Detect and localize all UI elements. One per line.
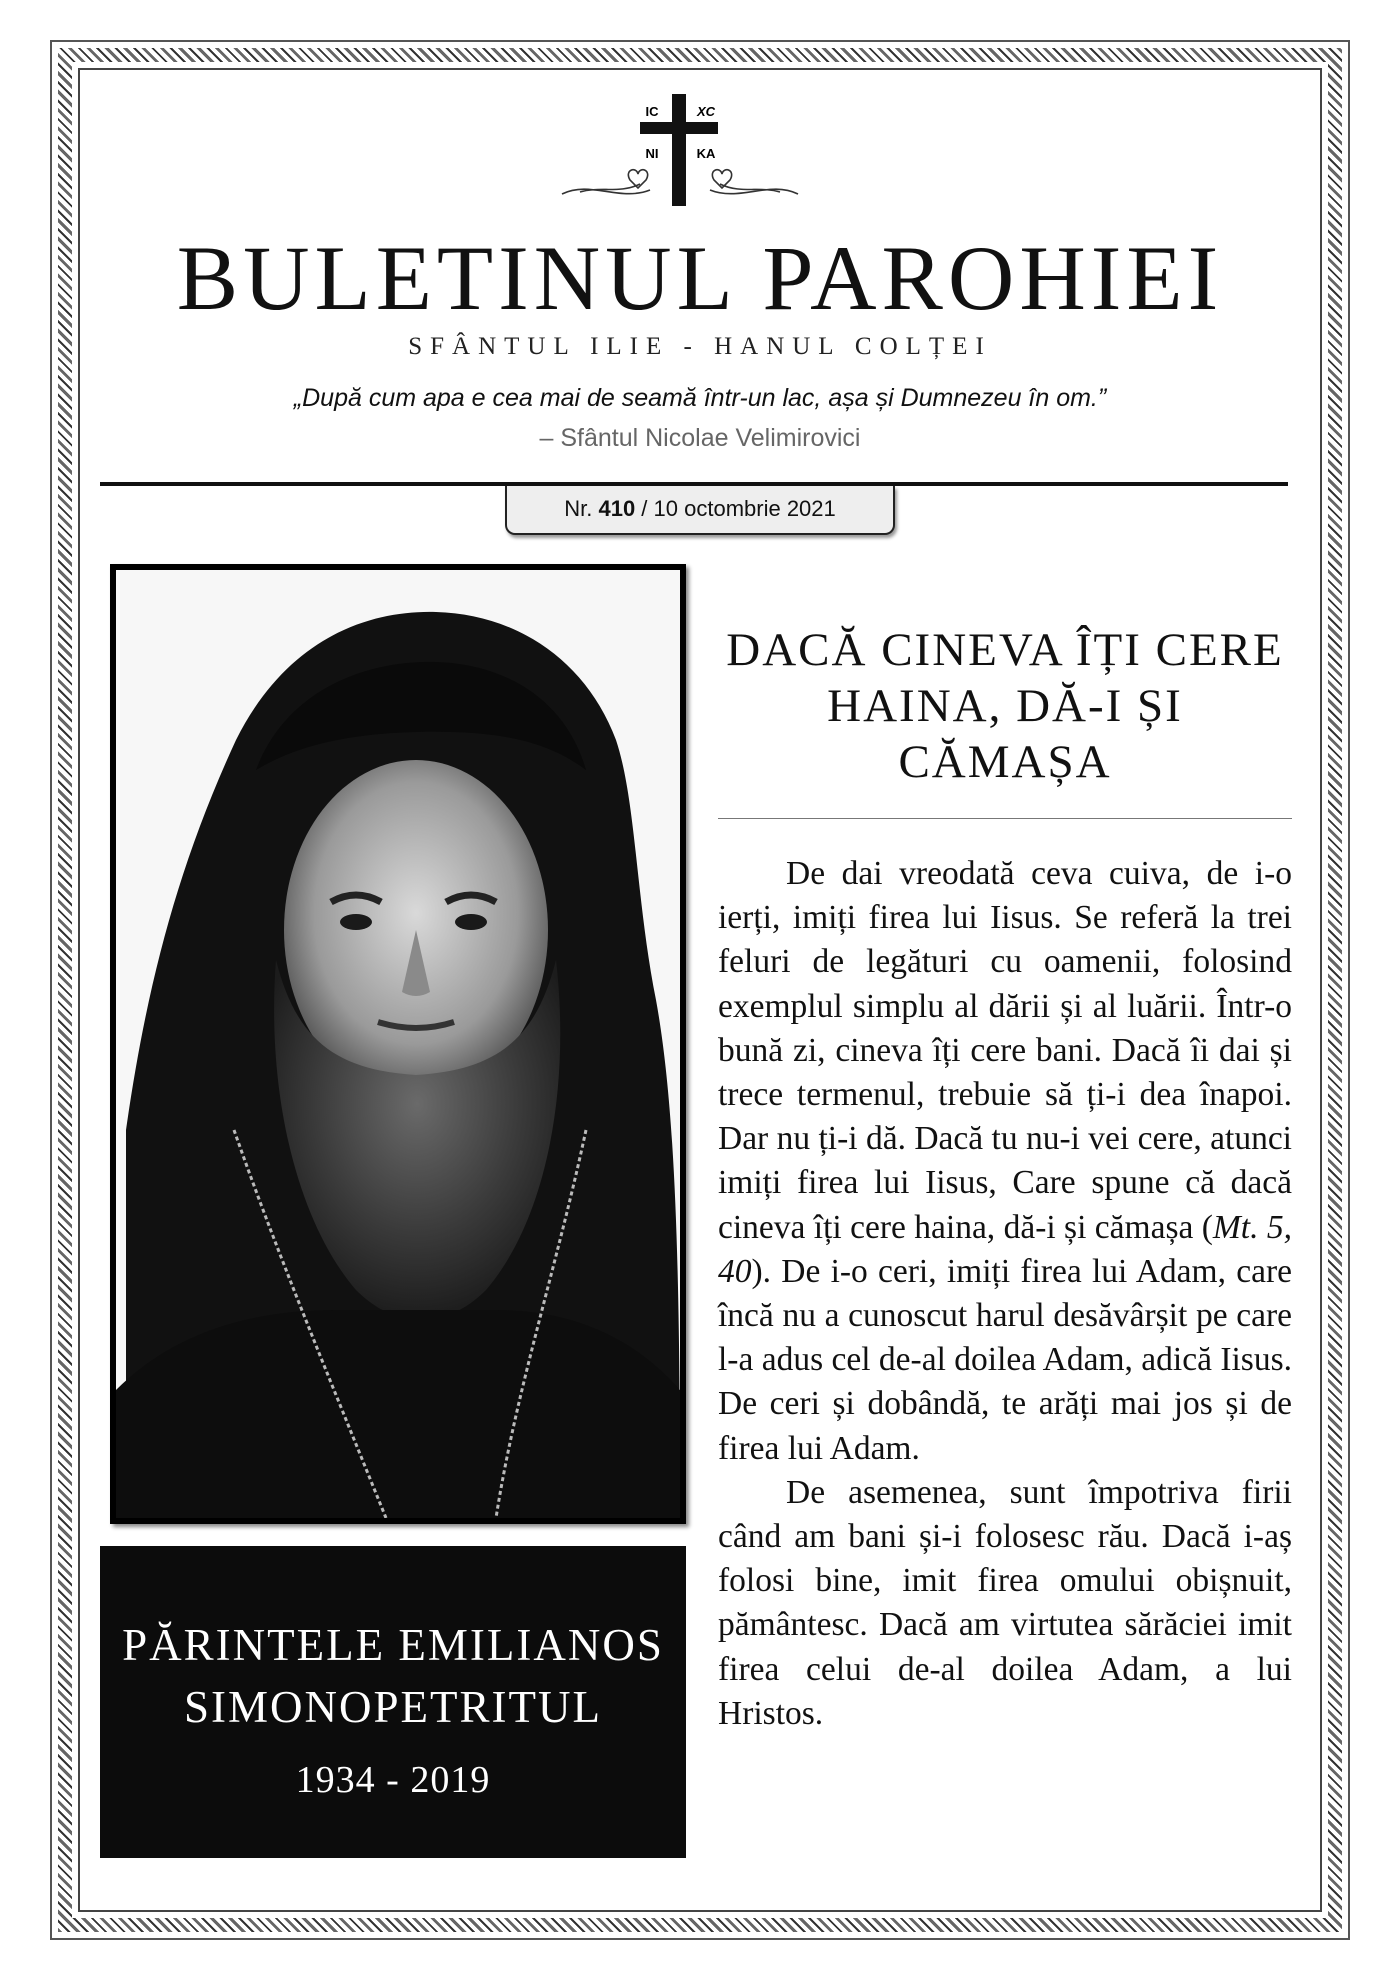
issue-date: / 10 octombrie 2021 <box>635 496 836 521</box>
portrait-image <box>116 570 680 1518</box>
bulletin-title: BULETINUL PAROHIEI <box>176 227 1224 329</box>
header-quote: „După cum apa e cea mai de seamă într-un lac, așa și Dumnezeu în om.” <box>293 384 1107 412</box>
paragraph-text: ). De i-o ceri, imiți firea lui Adam, care încă nu a cunoscut harul desăvârșit pe care l-a adus cel de-al doilea Adam, adică Iisus. De ceri și dobândă, te arăți mai jos și de firea lui Adam. <box>718 1252 1292 1467</box>
parish-subtitle: SFÂNTUL ILIE - HANUL COLȚEI <box>408 333 992 360</box>
caption-name <box>100 1614 686 1738</box>
quote-author: – Sfântul Nicolae Velimirovici <box>539 424 861 452</box>
title-divider <box>718 818 1292 819</box>
portrait-caption <box>100 1546 686 1858</box>
issue-prefix: Nr. <box>564 496 599 521</box>
caption-line-1: PĂRINTELE EMILIANOS <box>122 1620 664 1670</box>
orthodox-cross-icon <box>560 92 800 212</box>
caption-line-2: SIMONOPETRITUL <box>184 1682 602 1732</box>
paragraph-text: De dai vreodată ceva cuiva, de i-o ierți, imiți firea lui Iisus. Se referă la trei feluri de legături cu oamenii, folosind exemplul simplu al dării și al luării. Într-o bună zi, cineva îți cere bani. Dacă îi dai și trece termenul, trebuie să ți-i dea înapoi. Dar nu ți-i dă. Dacă tu nu-i vei cere, atunci imiți firea lui Iisus, Care spune că dacă cineva îți cere haina, dă-i și cămașa ( <box>718 855 1292 1246</box>
scripture-reference: Mt. 5, 40 <box>718 1208 1293 1290</box>
article-body <box>718 852 1292 1736</box>
article-title: DACĂ CINEVA ÎȚI CERE HAINA, DĂ-I ȘI CĂMAȘA <box>726 624 1284 788</box>
emblem-ka: KA <box>696 146 716 161</box>
caption-years: 1934 - 2019 <box>295 1759 491 1801</box>
emblem-xc: XC <box>696 104 716 119</box>
issue-number: 410 <box>598 496 636 521</box>
issue-badge <box>505 486 895 535</box>
emblem-ic: IC <box>645 104 659 119</box>
article-paragraph <box>718 852 1292 1471</box>
article-paragraph: De asemenea, sunt împotriva firii când am bani și-i folosesc rău. Dacă i-aș folosi bine, imit firea omului obișnuit, pământesc. Dacă am virtutea sărăciei imit firea celui de-al doilea Adam, a lui Hristos. <box>718 1473 1292 1732</box>
emblem-ni: NI <box>645 146 659 161</box>
portrait-photo <box>110 564 686 1524</box>
